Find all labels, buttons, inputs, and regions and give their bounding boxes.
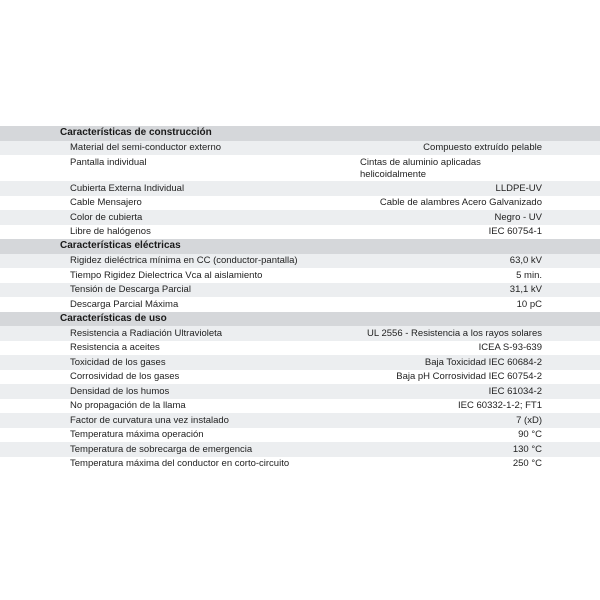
- row-label: Temperatura máxima operación: [70, 429, 204, 440]
- section-header-electrical: Características eléctricas: [0, 239, 600, 254]
- table-row: [0, 297, 600, 312]
- table-row: [0, 141, 600, 156]
- table-row: [0, 254, 600, 269]
- row-value: LLDPE-UV: [495, 182, 542, 194]
- table-row: [0, 196, 600, 211]
- row-label: Descarga Parcial Máxima: [70, 298, 179, 310]
- row-value: IEC 61034-2: [488, 385, 542, 397]
- table-row: [0, 428, 600, 443]
- row-value: Cable de alambres Acero Galvanizado: [379, 197, 542, 208]
- row-value: Compuesto extruído pelable: [423, 142, 542, 153]
- row-value: ICEA S-93-639: [478, 342, 542, 353]
- row-value: 130 °C: [512, 443, 542, 455]
- table-row: [0, 341, 600, 356]
- row-label: Material del semi-conductor externo: [70, 142, 222, 153]
- table-row: [0, 413, 600, 428]
- section-header-construction: Características de construcción: [0, 126, 600, 141]
- row-label: Densidad de los humos: [70, 385, 170, 397]
- table-row: [0, 457, 600, 472]
- row-label: Temperatura de sobrecarga de emergencia: [70, 443, 253, 455]
- row-label: Resistencia a aceites: [70, 342, 160, 353]
- row-value: IEC 60332-1-2; FT1: [458, 400, 542, 411]
- table-row: [0, 283, 600, 298]
- row-value: 63,0 kV: [509, 255, 542, 266]
- table-row: [0, 225, 600, 240]
- row-value: Baja Toxicidad IEC 60684-2: [424, 356, 542, 368]
- row-label: Toxicidad de los gases: [70, 356, 166, 368]
- row-value: 5 min.: [516, 269, 542, 281]
- table-row: [0, 370, 600, 385]
- row-label: Pantalla individual: [70, 156, 147, 168]
- table-row: [0, 181, 600, 196]
- row-value: Baja pH Corrosividad IEC 60754-2: [396, 371, 542, 382]
- row-label: Tiempo Rigidez Dielectrica Vca al aislamiento: [70, 269, 263, 281]
- row-value: Negro - UV: [494, 211, 542, 223]
- row-value: 250 °C: [512, 458, 542, 469]
- spec-table: [0, 126, 600, 471]
- row-value: 10 pC: [516, 298, 542, 310]
- row-value: IEC 60754-1: [488, 226, 542, 237]
- row-label: Rigidez dieléctrica mínima en CC (conductor-pantalla): [70, 255, 298, 266]
- table-row: [0, 384, 600, 399]
- row-label: Corrosividad de los gases: [70, 371, 180, 382]
- row-label: Factor de curvatura una vez instalado: [70, 414, 229, 426]
- table-row: [0, 268, 600, 283]
- row-label: Temperatura máxima del conductor en corto-circuito: [70, 458, 290, 469]
- table-row: [0, 210, 600, 225]
- row-label: Tensión de Descarga Parcial: [70, 284, 191, 295]
- row-label: Color de cubierta: [70, 211, 143, 223]
- table-row: [0, 355, 600, 370]
- row-value: 31,1 kV: [509, 284, 542, 295]
- row-label: Resistencia a Radiación Ultravioleta: [70, 327, 223, 339]
- row-label: No propagación de la llama: [70, 400, 186, 411]
- row-label: Cable Mensajero: [70, 197, 142, 208]
- table-row: [0, 442, 600, 457]
- row-label: Libre de halógenos: [70, 226, 151, 237]
- row-value: UL 2556 - Resistencia a los rayos solares: [367, 327, 542, 339]
- section-header-usage: Características de uso: [0, 312, 600, 327]
- table-row: [0, 155, 600, 181]
- table-row: [0, 399, 600, 414]
- table-row: [0, 326, 600, 341]
- row-value: Cintas de aluminio aplicadas helicoidalmente: [360, 156, 481, 180]
- row-value: 90 °C: [518, 429, 542, 440]
- row-label: Cubierta Externa Individual: [70, 182, 185, 194]
- row-value: 7 (xD): [516, 414, 542, 426]
